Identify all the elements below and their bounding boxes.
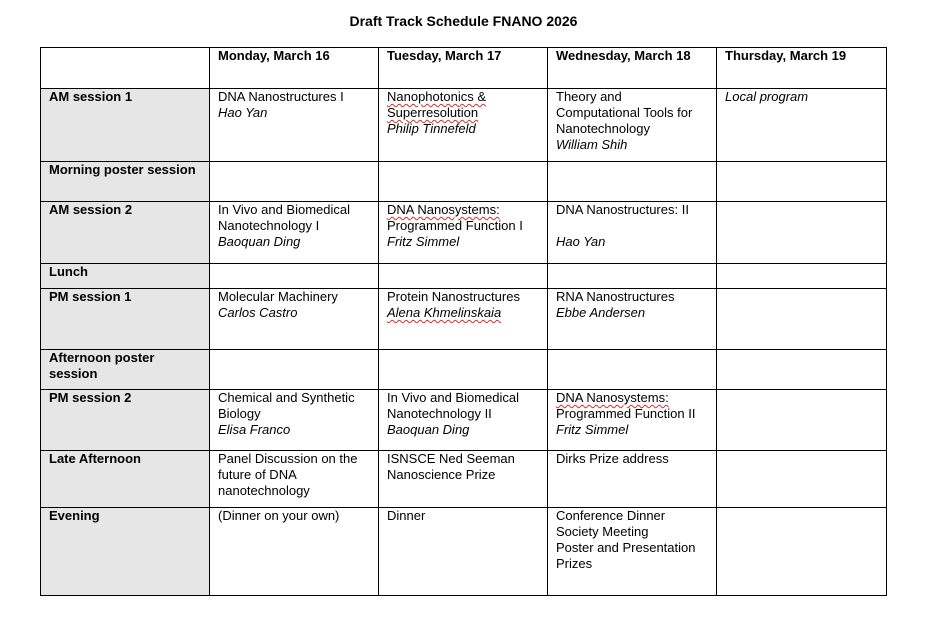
- session-text: [556, 89, 710, 105]
- day-header-tuesday: Tuesday, March 17: [379, 48, 548, 89]
- line-text: nanotechnology: [218, 483, 310, 498]
- line-text: Hao Yan: [556, 234, 606, 249]
- speaker-name: [556, 137, 710, 153]
- session-text: [387, 202, 541, 218]
- session-text: [556, 556, 710, 572]
- session-label: Lunch: [41, 264, 210, 289]
- schedule-row: [41, 508, 887, 596]
- line-text: RNA Nanostructures: [556, 289, 675, 304]
- session-text: [387, 390, 541, 406]
- line-text: DNA Nanostructures: II: [556, 202, 689, 217]
- line-text: Superresolution: [387, 105, 479, 120]
- speaker-name: [387, 422, 541, 438]
- schedule-cell: [379, 202, 548, 264]
- line-text: Programmed Function I: [387, 218, 523, 233]
- line-text: Poster and Presentation: [556, 540, 696, 555]
- session-text: [556, 202, 710, 218]
- line-text: In Vivo and Biomedical: [218, 202, 351, 217]
- session-label: AM session 2: [41, 202, 210, 264]
- session-text: [387, 406, 541, 422]
- session-text: [556, 508, 710, 524]
- schedule-cell: [548, 162, 717, 202]
- line-text: Programmed Function II: [556, 406, 696, 421]
- session-text: [218, 89, 372, 105]
- speaker-name: [556, 234, 710, 250]
- session-label: PM session 2: [41, 390, 210, 451]
- session-text: [218, 483, 372, 499]
- speaker-name: [387, 121, 541, 137]
- line-text: Fritz Simmel: [387, 234, 460, 249]
- schedule-cell: [210, 89, 379, 162]
- line-text: Nanotechnology II: [387, 406, 492, 421]
- session-text: [556, 289, 710, 305]
- line-text: Carlos Castro: [218, 305, 298, 320]
- schedule-cell: [548, 289, 717, 350]
- schedule-cell: [379, 390, 548, 451]
- schedule-cell: [210, 202, 379, 264]
- session-text: [387, 89, 541, 105]
- line-text: ISNSCE Ned Seeman: [387, 451, 515, 466]
- document-title: Draft Track Schedule FNANO 2026: [349, 13, 578, 29]
- session-label: Morning poster session: [41, 162, 210, 202]
- session-text: [387, 451, 541, 467]
- line-text: Molecular Machinery: [218, 289, 338, 304]
- day-header-monday: Monday, March 16: [210, 48, 379, 89]
- session-label: AM session 1: [41, 89, 210, 162]
- line-text: Nanoscience Prize: [387, 467, 496, 482]
- schedule-cell: [210, 508, 379, 596]
- schedule-cell: [717, 202, 887, 264]
- session-text: [387, 508, 541, 524]
- session-text: [556, 121, 710, 137]
- session-label: Afternoon poster session: [41, 350, 210, 390]
- schedule-cell: [379, 289, 548, 350]
- session-text: [556, 524, 710, 540]
- line-text: Dinner: [387, 508, 426, 523]
- session-text: [218, 451, 372, 467]
- line-text: Nanotechnology I: [218, 218, 320, 233]
- schedule-cell: [379, 264, 548, 289]
- schedule-cell: [717, 451, 887, 508]
- header-row: [41, 48, 887, 89]
- speaker-name: [556, 305, 710, 321]
- session-text: [387, 467, 541, 483]
- speaker-name: [218, 105, 372, 121]
- schedule-row: [41, 390, 887, 451]
- line-text: Prizes: [556, 556, 593, 571]
- line-text: Panel Discussion on the: [218, 451, 358, 466]
- line-text: DNA Nanostructures I: [218, 89, 344, 104]
- line-text: Conference Dinner: [556, 508, 666, 523]
- schedule-row: [41, 451, 887, 508]
- schedule-cell: [548, 89, 717, 162]
- session-label: Late Afternoon: [41, 451, 210, 508]
- schedule-cell: [548, 202, 717, 264]
- day-header-wednesday: Wednesday, March 18: [548, 48, 717, 89]
- line-text: Elisa Franco: [218, 422, 291, 437]
- line-text: Theory and: [556, 89, 622, 104]
- schedule-cell: [717, 264, 887, 289]
- session-text: [218, 390, 372, 406]
- schedule-cell: [210, 289, 379, 350]
- line-text: Hao Yan: [218, 105, 268, 120]
- schedule-cell: [717, 289, 887, 350]
- speaker-name: [725, 89, 880, 105]
- session-text: [387, 105, 541, 121]
- schedule-cell: [210, 162, 379, 202]
- line-text: Protein Nanostructures: [387, 289, 520, 304]
- schedule-row: [41, 162, 887, 202]
- session-text: [387, 289, 541, 305]
- schedule-cell: [210, 451, 379, 508]
- schedule-cell: [548, 264, 717, 289]
- speaker-name: [218, 234, 372, 250]
- line-text: Chemical and Synthetic: [218, 390, 355, 405]
- session-text: [556, 406, 710, 422]
- schedule-cell: [379, 350, 548, 390]
- line-text: future of DNA: [218, 467, 297, 482]
- speaker-name: [387, 234, 541, 250]
- session-text: [556, 540, 710, 556]
- session-text: [218, 508, 372, 524]
- schedule-cell: [210, 390, 379, 451]
- line-text: Fritz Simmel: [556, 422, 629, 437]
- schedule-cell: [717, 162, 887, 202]
- schedule-cell: [717, 508, 887, 596]
- schedule-row: [41, 289, 887, 350]
- session-text: [218, 467, 372, 483]
- schedule-cell: [210, 264, 379, 289]
- line-text: Computational Tools for: [556, 105, 693, 120]
- schedule-cell: [548, 390, 717, 451]
- schedule-row: [41, 350, 887, 390]
- session-label: PM session 1: [41, 289, 210, 350]
- session-text: [218, 406, 372, 422]
- line-text: Philip Tinnefeld: [387, 121, 476, 136]
- speaker-name: [218, 422, 372, 438]
- schedule-cell: [548, 508, 717, 596]
- line-text: Dirks Prize address: [556, 451, 669, 466]
- schedule-table: [40, 47, 887, 596]
- line-text: Ebbe Andersen: [556, 305, 646, 320]
- session-label: Evening: [41, 508, 210, 596]
- session-text: [556, 451, 710, 467]
- schedule-cell: [548, 451, 717, 508]
- schedule-cell: [379, 508, 548, 596]
- day-header-thursday: Thursday, March 19: [717, 48, 887, 89]
- line-text: Baoquan Ding: [218, 234, 301, 249]
- line-text: DNA Nanosystems:: [387, 202, 500, 217]
- line-text: In Vivo and Biomedical: [387, 390, 520, 405]
- schedule-cell: [379, 162, 548, 202]
- line-text: DNA Nanosystems:: [556, 390, 669, 405]
- line-text: Alena Khmelinskaia: [387, 305, 502, 320]
- schedule-cell: [210, 350, 379, 390]
- corner-cell: [41, 48, 210, 89]
- session-text: [387, 218, 541, 234]
- line-text: Baoquan Ding: [387, 422, 470, 437]
- session-text: [218, 289, 372, 305]
- speaker-name: [387, 305, 541, 321]
- schedule-cell: [548, 350, 717, 390]
- session-text: [556, 105, 710, 121]
- session-text: [218, 202, 372, 218]
- schedule-cell: [379, 451, 548, 508]
- line-text: Nanotechnology: [556, 121, 650, 136]
- session-text: [218, 218, 372, 234]
- schedule-row: [41, 89, 887, 162]
- line-text: (Dinner on your own): [218, 508, 340, 523]
- schedule-row: [41, 202, 887, 264]
- line-text: Local program: [725, 89, 809, 104]
- schedule-row: [41, 264, 887, 289]
- schedule-cell: [717, 89, 887, 162]
- speaker-name: [218, 305, 372, 321]
- line-text: Nanophotonics &: [387, 89, 487, 104]
- line-text: Society Meeting: [556, 524, 649, 539]
- session-text: [556, 390, 710, 406]
- schedule-cell: [379, 89, 548, 162]
- line-text: William Shih: [556, 137, 628, 152]
- schedule-cell: [717, 350, 887, 390]
- line-text: Biology: [218, 406, 261, 421]
- speaker-name: [556, 422, 710, 438]
- schedule-cell: [717, 390, 887, 451]
- session-text: [556, 218, 710, 234]
